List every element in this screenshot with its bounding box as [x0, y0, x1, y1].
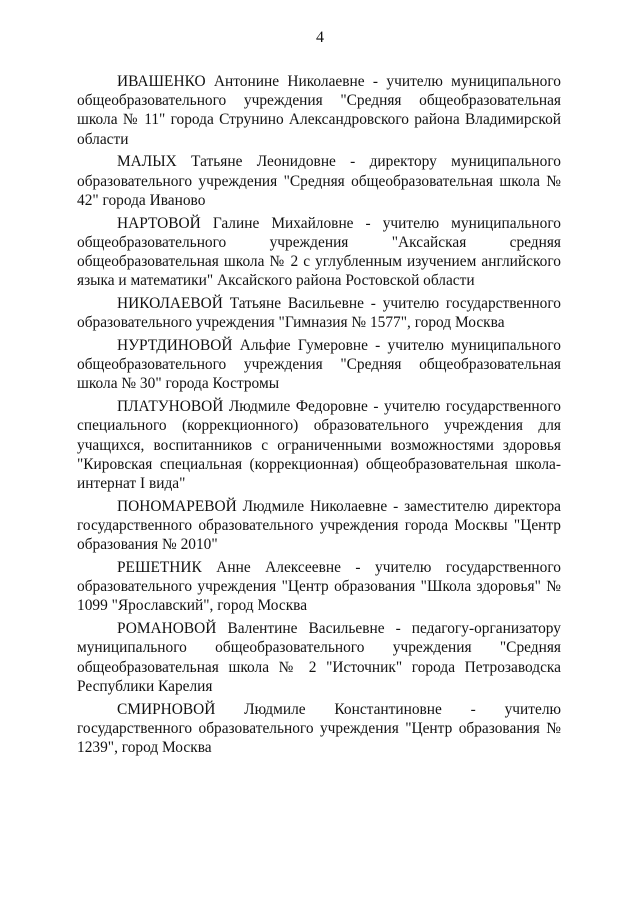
- list-item: МАЛЫХ Татьяне Леонидовне - директору муниципального образовательного учреждения "Средняя общеобразовательная школа № 42" города Иваново: [77, 153, 561, 209]
- list-item: НУРТДИНОВОЙ Альфие Гумеровне - учителю муниципального общеобразовательного учреждения "Средняя общеобразовательная школа № 30" города Костромы: [77, 337, 561, 393]
- list-item: СМИРНОВОЙ Людмиле Константиновне - учителю государственного образовательного учреждения "Центр образования № 1239", город Москва: [77, 700, 561, 757]
- list-item: РОМАНОВОЙ Валентине Васильевне - педагогу-организатору муниципального общеобразовательного учреждения "Средняя общеобразовательная школа № 2 "Источник" города Петрозаводска Республики Карелия: [77, 620, 561, 695]
- page-number: 4: [316, 29, 324, 46]
- list-item: НИКОЛАЕВОЙ Татьяне Васильевне - учителю государственного образовательного учреждения "Гимназия № 1577", город Москва: [77, 295, 561, 332]
- list-item: ПЛАТУНОВОЙ Людмиле Федоровне - учителю государственного специального (коррекционного) образовательного учреждения для учащихся, воспитанников с ограниченными возможностями здоровья "Кировская специальная (коррекционная) общеобразовательная школа-интернат I вида": [77, 398, 561, 493]
- award-list: [77, 72, 561, 761]
- list-item: ПОНОМАРЕВОЙ Людмиле Николаевне - заместителю директора государственного образовательного учреждения города Москвы "Центр образования № 2010": [77, 497, 561, 554]
- list-item: НАРТОВОЙ Галине Михайловне - учителю муниципального общеобразовательного учреждения "Аксайская средняя общеобразовательная школа № 2 с углубленным изучением английского языка и математики" Аксайского района Ростовской области: [77, 214, 561, 290]
- list-item: ИВАШЕНКО Антонине Николаевне - учителю муниципального общеобразовательного учреждения "Средняя общеобразовательная школа № 11" города Струнино Александровского района Владимирской области: [77, 73, 561, 148]
- list-item: РЕШЕТНИК Анне Алексеевне - учителю государственного образовательного учреждения "Центр образования "Школа здоровья" № 1099 "Ярославский", город Москва: [77, 559, 561, 615]
